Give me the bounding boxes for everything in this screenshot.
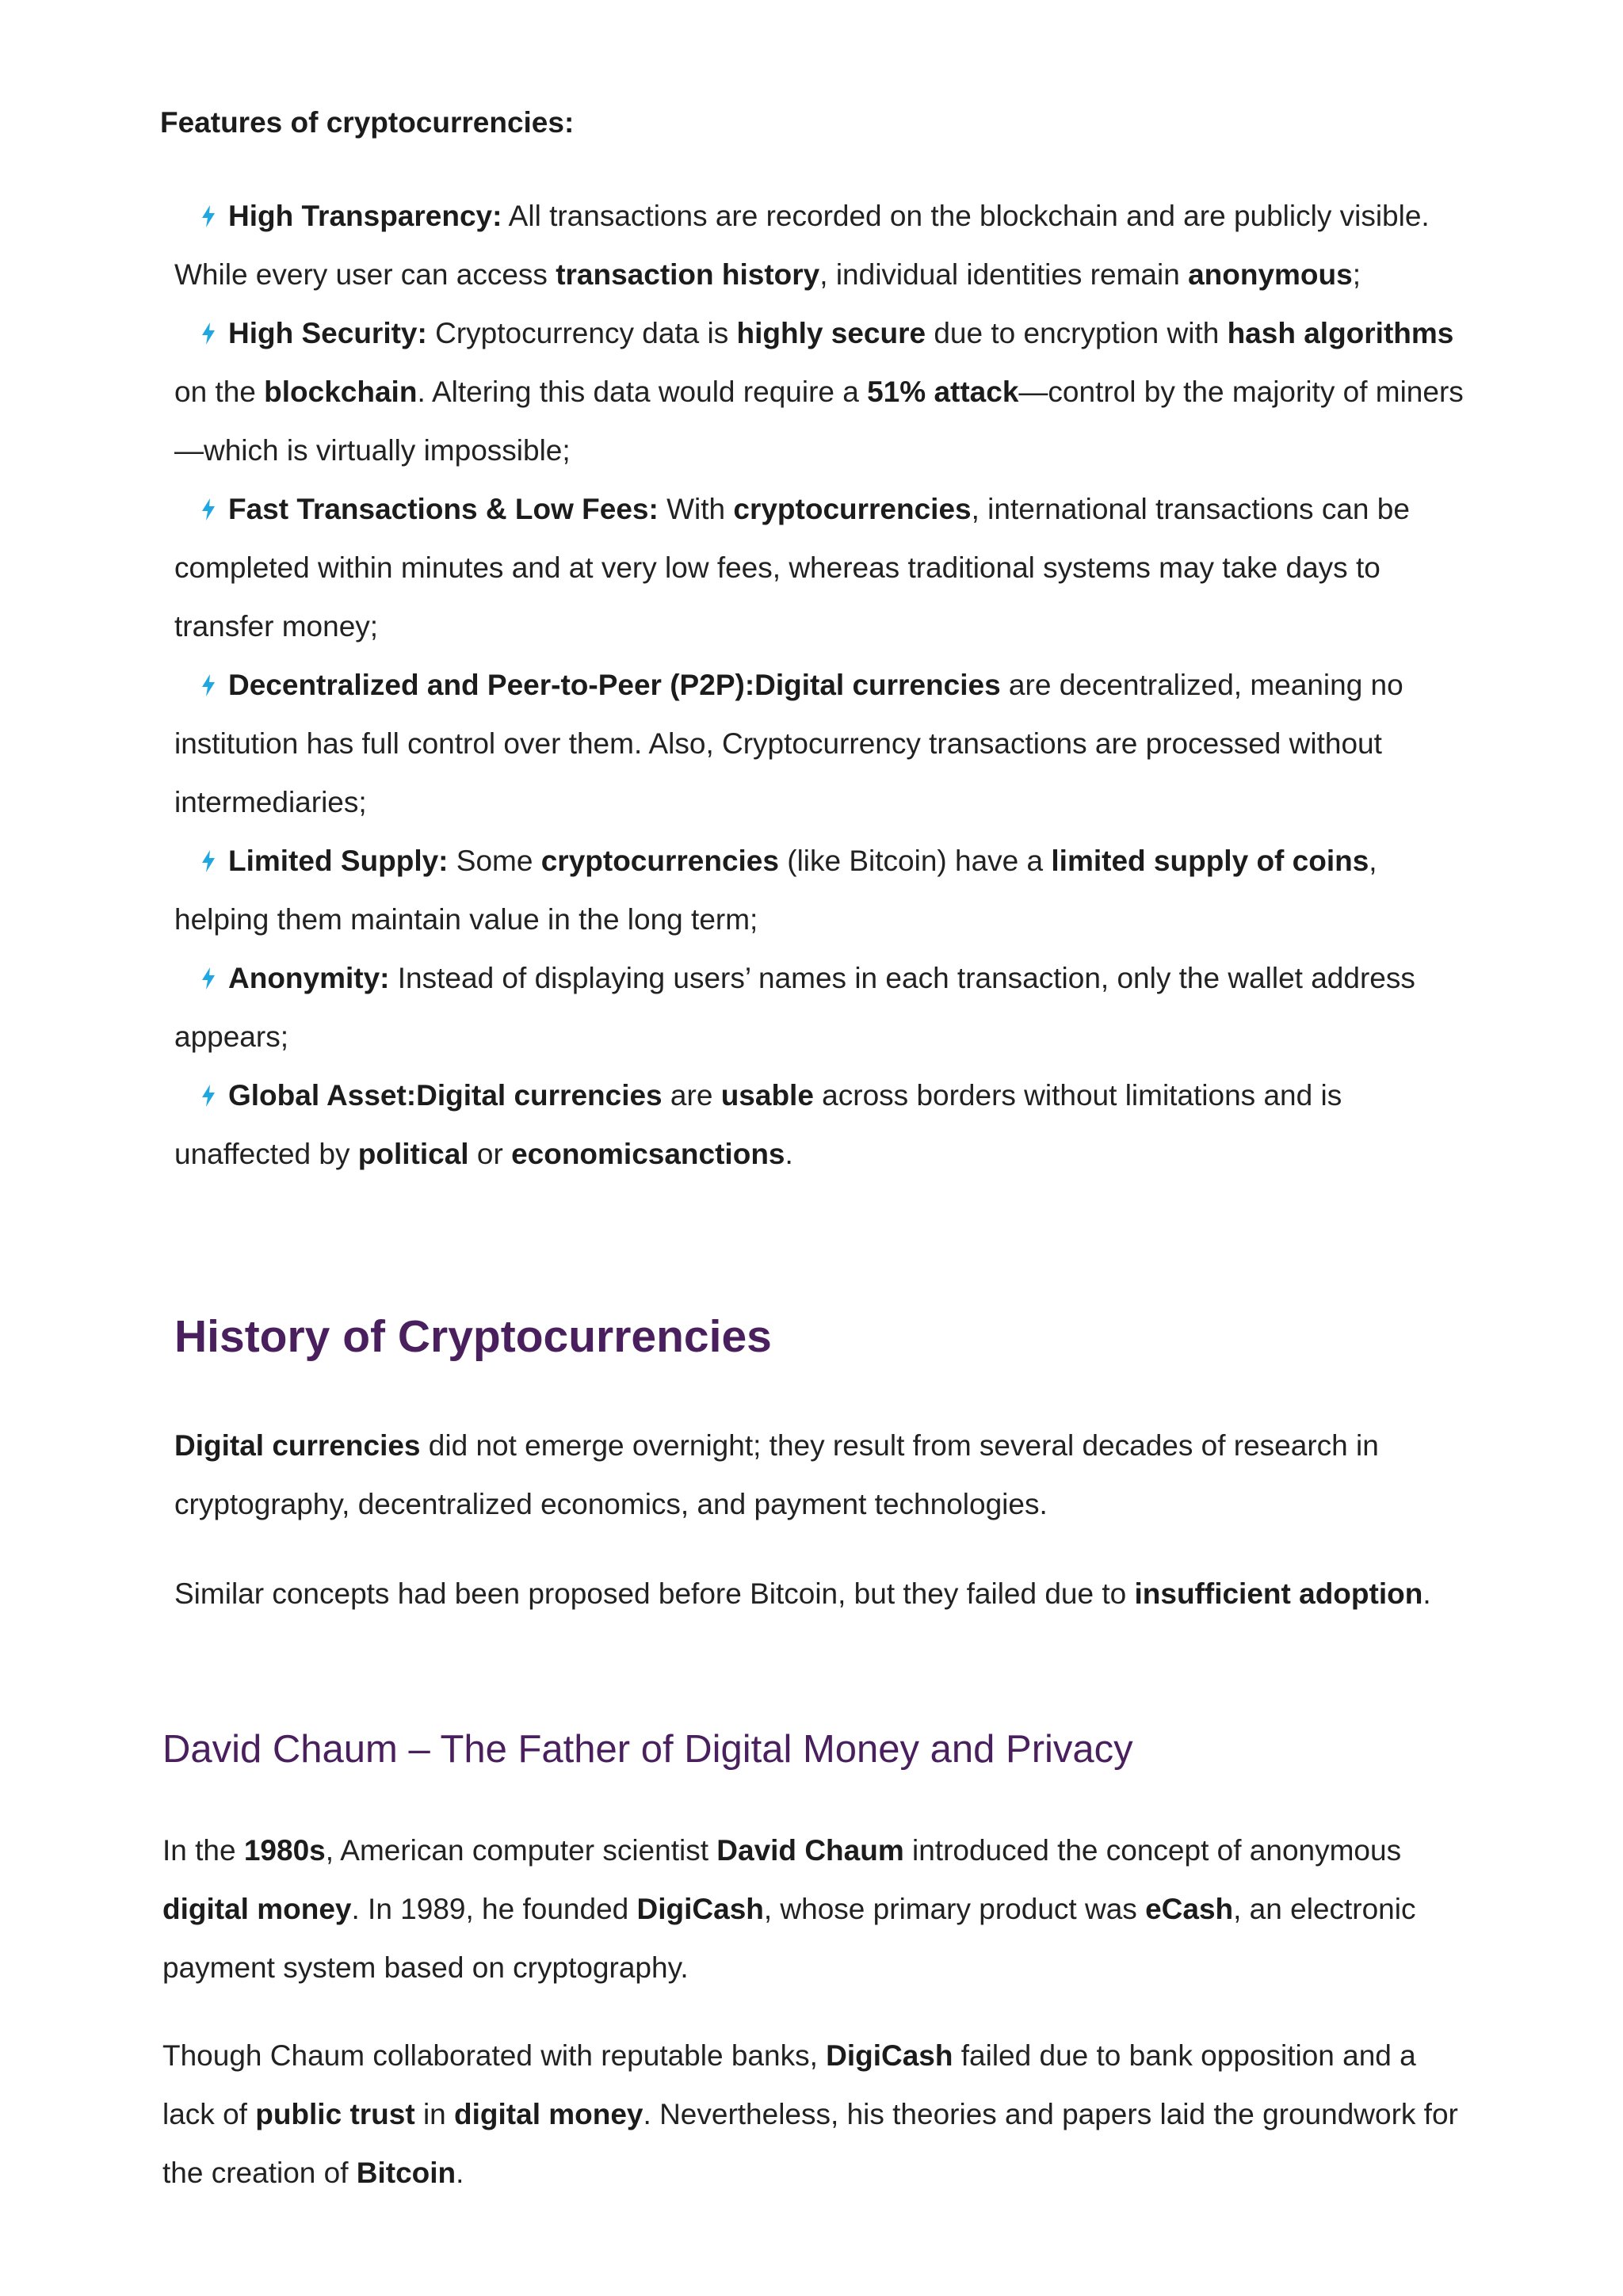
chaum-paragraph [162, 2027, 1474, 2203]
lightning-bolt-icon [200, 673, 217, 697]
feature-item [174, 1066, 1474, 1184]
bold-text: limited supply of coins [1051, 845, 1369, 877]
text-run: In the [162, 1834, 244, 1867]
text-run: Instead of displaying users’ names in each transaction, only the wallet address appears; [174, 962, 1415, 1053]
lightning-bolt-icon [200, 849, 217, 873]
text-run: . Altering this data would require a [417, 376, 868, 408]
bold-text: Bitcoin [356, 2157, 456, 2189]
lightning-bolt-icon [200, 967, 217, 990]
lightning-bolt-icon [200, 322, 217, 345]
bold-text: DigiCash [826, 2039, 953, 2072]
bold-text: 1980s [243, 1834, 326, 1867]
lightning-bolt-icon [200, 1084, 217, 1108]
feature-item [174, 304, 1474, 480]
text-run: due to encryption with [926, 317, 1228, 349]
text-run: are [662, 1079, 721, 1112]
feature-item [174, 656, 1474, 832]
text-run: in [414, 2098, 455, 2130]
history-paragraph [174, 1417, 1474, 1534]
text-run: . [1423, 1577, 1431, 1610]
bold-text: Fast Transactions & Low Fees: [228, 493, 659, 525]
text-run: . [456, 2157, 464, 2189]
text-run: introduced the concept of anonymous [903, 1834, 1402, 1867]
feature-item [174, 832, 1474, 949]
features-title: Features of cryptocurrencies: [160, 106, 575, 139]
bold-text: Anonymity: [228, 962, 390, 994]
text-run: , an electronic payment system based on cryptography. [162, 1893, 1416, 1984]
text-run: on the [174, 376, 265, 408]
bold-text: eCash [1145, 1893, 1234, 1925]
bold-text: blockchain [264, 376, 418, 408]
text-run: (like Bitcoin) have a [778, 845, 1052, 877]
text-run: All transactions are recorded on the blockchain and are publicly visible. While every user can access [174, 200, 1430, 291]
bold-text: insufficient adoption [1134, 1577, 1423, 1610]
bold-text: political [357, 1138, 469, 1170]
text-run: or [468, 1138, 512, 1170]
feature-item [174, 480, 1474, 656]
chaum-heading: David Chaum – The Father of Digital Money and Privacy [162, 1728, 1133, 1771]
bold-text: economicsanctions [511, 1138, 785, 1170]
bold-text: High Security: [228, 317, 427, 349]
bold-text: David Chaum [716, 1834, 904, 1867]
bold-text: DigiCash [636, 1893, 764, 1925]
bold-text: hash algorithms [1227, 317, 1454, 349]
text-run: Similar concepts had been proposed before Bitcoin, but they failed due to [174, 1577, 1135, 1610]
bold-text: cryptocurrencies [733, 493, 972, 525]
bold-text: transaction history [556, 258, 820, 291]
features-list [174, 187, 1474, 1184]
text-run: , individual identities remain [819, 258, 1189, 291]
bold-text: highly secure [736, 317, 926, 349]
text-run: are decentralized, meaning no institution has full control over them. Also, Cryptocurrency transactions are processed without intermediaries; [174, 669, 1403, 818]
text-run: Though Chaum collaborated with reputable banks, [162, 2039, 827, 2072]
text-run: With [658, 493, 734, 525]
text-run: across borders without limitations and is unaffected by [174, 1079, 1342, 1170]
lightning-bolt-icon [200, 204, 217, 228]
text-run: , international transactions can be completed within minutes and at very low fees, whereas traditional systems may take days to transfer money; [174, 493, 1410, 643]
bold-text: Digital currencies [174, 1429, 421, 1462]
text-run: , American computer scientist [325, 1834, 717, 1867]
bold-text: 51% attack [867, 376, 1019, 408]
text-run: . Nevertheless, his theories and papers laid the groundwork for the creation of [162, 2098, 1458, 2189]
lightning-bolt-icon [200, 498, 217, 521]
text-run: . [785, 1138, 793, 1170]
text-run: , whose primary product was [763, 1893, 1146, 1925]
text-run: did not emerge overnight; they result from several decades of research in cryptography, decentralized economics, and payment technologies. [174, 1429, 1379, 1520]
bold-text: digital money [454, 2098, 643, 2130]
text-run: Some [448, 845, 541, 877]
bold-text: Limited Supply: [228, 845, 449, 877]
bold-text: public trust [255, 2098, 415, 2130]
bold-text: High Transparency: [228, 200, 502, 232]
bold-text: digital money [162, 1893, 352, 1925]
text-run: —control by the majority of miners—which is virtually impossible; [174, 376, 1464, 467]
feature-item [174, 187, 1474, 304]
chaum-paragraph [162, 1821, 1474, 1997]
text-run: Cryptocurrency data is [426, 317, 737, 349]
bold-text: usable [720, 1079, 814, 1112]
bold-text: cryptocurrencies [540, 845, 779, 877]
text-run: failed due to bank opposition and a lack of [162, 2039, 1416, 2130]
bold-text: anonymous [1188, 258, 1353, 291]
history-heading: History of Cryptocurrencies [174, 1311, 772, 1362]
bold-text: Decentralized and Peer-to-Peer (P2P):Digital currencies [228, 669, 1001, 701]
bold-text: Global Asset:Digital currencies [228, 1079, 663, 1112]
history-paragraph [174, 1565, 1474, 1623]
feature-item [174, 949, 1474, 1066]
text-run: , helping them maintain value in the long term; [174, 845, 1377, 936]
text-run: . In 1989, he founded [351, 1893, 637, 1925]
text-run: ; [1352, 258, 1361, 291]
